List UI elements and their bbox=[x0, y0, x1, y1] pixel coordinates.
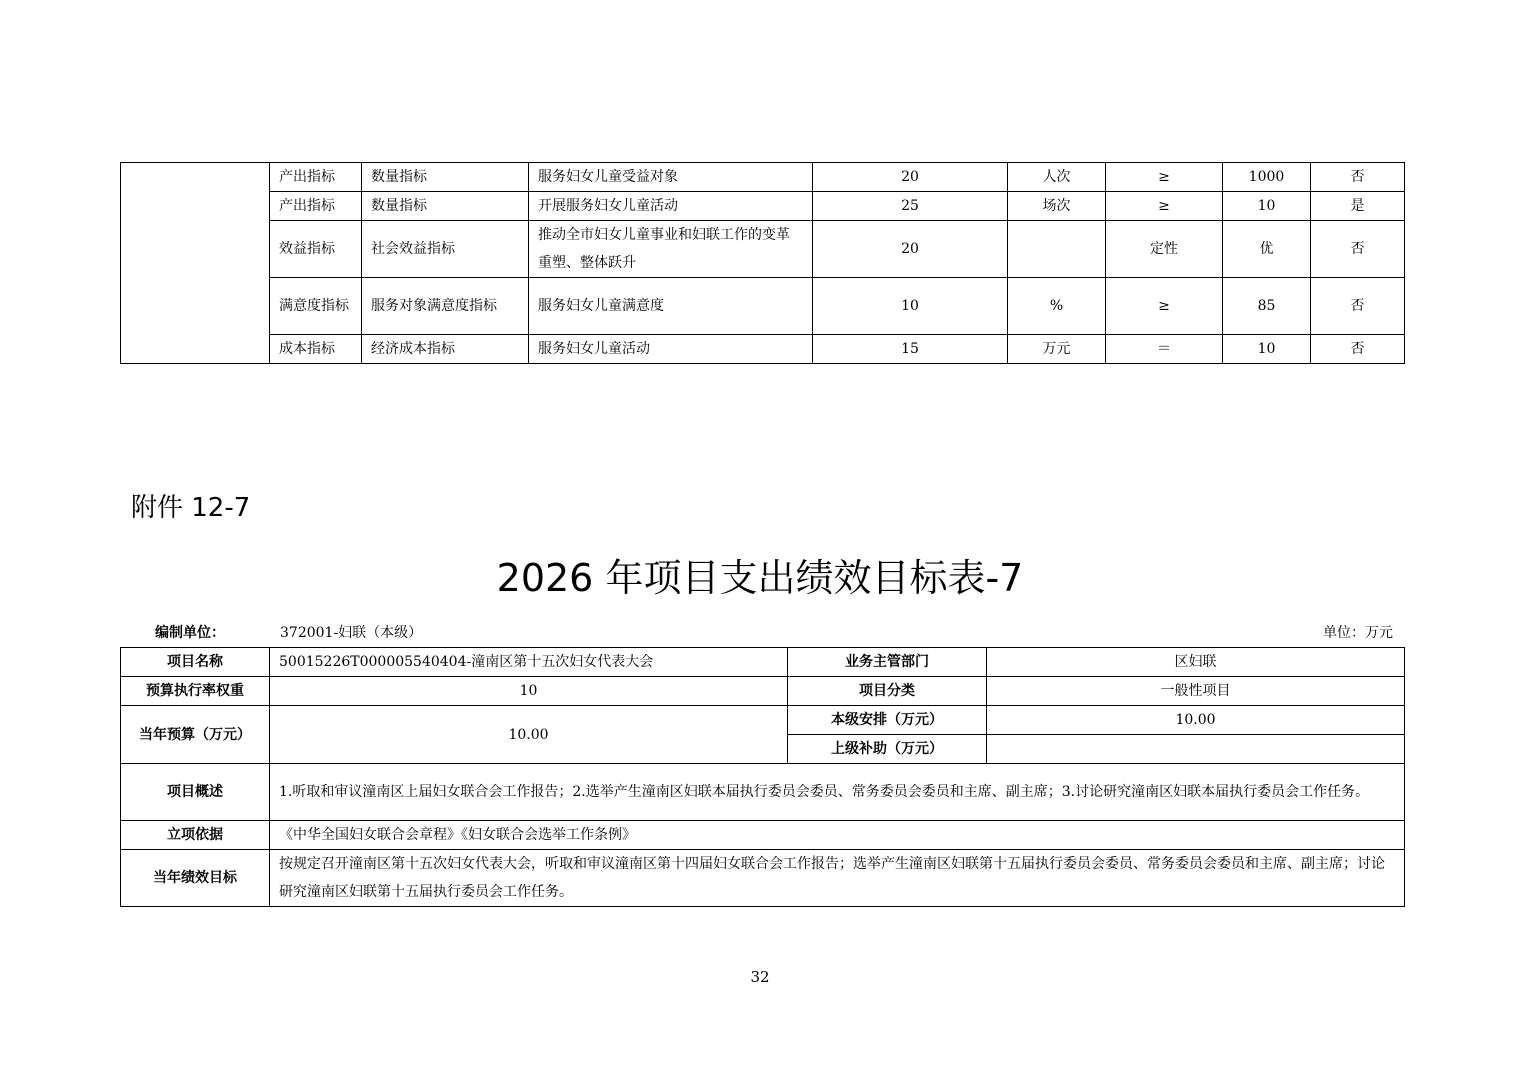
category-label: 项目分类 bbox=[788, 677, 987, 706]
goal-value: 按规定召开潼南区第十五次妇女代表大会，听取和审议潼南区第十四届妇女联合会工作报告；选举产生潼南区妇联第十五届执行委员会委员、常务委员会委员和主席、副主席；讨论研究潼南区妇联第十五届执行委员会工作任务。 bbox=[270, 850, 1405, 907]
indicator-operator: ≥ bbox=[1106, 192, 1223, 221]
indicator-core: 否 bbox=[1311, 278, 1405, 335]
budget-label: 当年预算（万元） bbox=[121, 706, 270, 764]
table-row bbox=[121, 850, 1405, 907]
indicator-operator: ≥ bbox=[1106, 163, 1223, 192]
category-value: 一般性项目 bbox=[987, 677, 1405, 706]
table-row bbox=[121, 764, 1405, 821]
indicator-level2: 社会效益指标 bbox=[362, 221, 529, 278]
indicator-operator: ≥ bbox=[1106, 278, 1223, 335]
org-value: 372001-妇联（本级） bbox=[280, 625, 423, 641]
table-row bbox=[121, 221, 1405, 278]
merged-blank-cell bbox=[121, 163, 270, 364]
indicator-level3: 推动全市妇女儿童事业和妇联工作的变革重塑、整体跃升 bbox=[529, 221, 813, 278]
indicator-weight: 15 bbox=[813, 335, 1008, 364]
indicator-level2: 经济成本指标 bbox=[362, 335, 529, 364]
indicator-target: 优 bbox=[1223, 221, 1311, 278]
indicator-level1: 满意度指标 bbox=[270, 278, 362, 335]
indicator-weight: 25 bbox=[813, 192, 1008, 221]
basis-value: 《中华全国妇女联合会章程》《妇女联合会选举工作条例》 bbox=[270, 821, 1405, 850]
indicator-unit: 人次 bbox=[1008, 163, 1106, 192]
indicator-unit: % bbox=[1008, 278, 1106, 335]
page-number: 32 bbox=[750, 968, 770, 986]
indicator-core: 否 bbox=[1311, 163, 1405, 192]
local-budget-value: 10.00 bbox=[987, 706, 1405, 735]
performance-indicator-table bbox=[120, 162, 1405, 364]
indicator-weight: 20 bbox=[813, 163, 1008, 192]
indicator-level2: 服务对象满意度指标 bbox=[362, 278, 529, 335]
indicator-level2: 数量指标 bbox=[362, 192, 529, 221]
table-row bbox=[121, 821, 1405, 850]
indicator-level3: 服务妇女儿童受益对象 bbox=[529, 163, 813, 192]
superior-subsidy-label: 上级补助（万元） bbox=[788, 735, 987, 764]
project-info-table bbox=[120, 647, 1405, 907]
indicator-level2: 数量指标 bbox=[362, 163, 529, 192]
indicator-weight: 10 bbox=[813, 278, 1008, 335]
unit-label: 单位：万元 bbox=[1323, 625, 1393, 641]
indicator-core: 否 bbox=[1311, 335, 1405, 364]
budget-value: 10.00 bbox=[270, 706, 788, 764]
overview-label: 项目概述 bbox=[121, 764, 270, 821]
table-row bbox=[121, 335, 1405, 364]
org-label: 编制单位： bbox=[155, 625, 225, 641]
basis-label: 立项依据 bbox=[121, 821, 270, 850]
indicator-level1: 产出指标 bbox=[270, 163, 362, 192]
indicator-level3: 服务妇女儿童活动 bbox=[529, 335, 813, 364]
dept-label: 业务主管部门 bbox=[788, 648, 987, 677]
table-row bbox=[121, 706, 1405, 735]
indicator-unit: 万元 bbox=[1008, 335, 1106, 364]
indicator-core: 否 bbox=[1311, 221, 1405, 278]
indicator-target: 10 bbox=[1223, 335, 1311, 364]
indicator-operator: 定性 bbox=[1106, 221, 1223, 278]
page-title: 2026 年项目支出绩效目标表-7 bbox=[496, 556, 1024, 600]
table-row bbox=[121, 192, 1405, 221]
goal-label: 当年绩效目标 bbox=[121, 850, 270, 907]
project-name-value: 50015226T000005540404-潼南区第十五次妇女代表大会 bbox=[270, 648, 788, 677]
indicator-level3: 服务妇女儿童满意度 bbox=[529, 278, 813, 335]
overview-value: 1.听取和审议潼南区上届妇女联合会工作报告；2.选举产生潼南区妇联本届执行委员会委员、常务委员会委员和主席、副主席；3.讨论研究潼南区妇联本届执行委员会工作任务。 bbox=[270, 764, 1405, 821]
table-row bbox=[121, 163, 1405, 192]
local-budget-label: 本级安排（万元） bbox=[788, 706, 987, 735]
indicator-weight: 20 bbox=[813, 221, 1008, 278]
indicator-unit: 场次 bbox=[1008, 192, 1106, 221]
attachment-label: 附件 12-7 bbox=[131, 493, 251, 523]
weight-value: 10 bbox=[270, 677, 788, 706]
table-row bbox=[121, 648, 1405, 677]
table-row bbox=[121, 278, 1405, 335]
indicator-level1: 成本指标 bbox=[270, 335, 362, 364]
indicator-level3: 开展服务妇女儿童活动 bbox=[529, 192, 813, 221]
project-name-label: 项目名称 bbox=[121, 648, 270, 677]
indicator-target: 1000 bbox=[1223, 163, 1311, 192]
indicator-level1: 产出指标 bbox=[270, 192, 362, 221]
dept-value: 区妇联 bbox=[987, 648, 1405, 677]
indicator-level1: 效益指标 bbox=[270, 221, 362, 278]
superior-subsidy-value bbox=[987, 735, 1405, 764]
indicator-core: 是 bbox=[1311, 192, 1405, 221]
indicator-target: 10 bbox=[1223, 192, 1311, 221]
indicator-operator: ＝ bbox=[1106, 335, 1223, 364]
indicator-unit bbox=[1008, 221, 1106, 278]
indicator-target: 85 bbox=[1223, 278, 1311, 335]
table-row bbox=[121, 677, 1405, 706]
weight-label: 预算执行率权重 bbox=[121, 677, 270, 706]
